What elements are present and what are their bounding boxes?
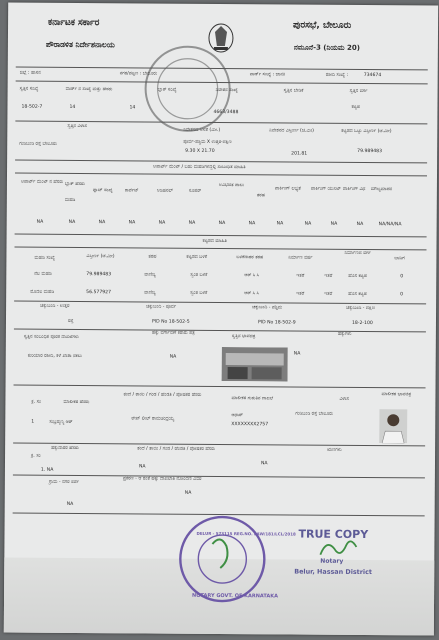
built-area-label: ಕಟ್ಟಡದ ಒಟ್ಟು ವಿಸ್ತೀರ್ಣ (ಚ.ಮೀ) — [341, 128, 392, 135]
prop-id-value: 18-502-7 — [21, 104, 43, 110]
directorate-title: ಪೌರಾಡಳಿತ ನಿರ್ದೇಶನಾಲಯ — [45, 39, 115, 50]
apt-header-12: ಪಾರ್ಕಿಂಗ್ ವಿಧ — [342, 186, 366, 193]
rh-relative-header: ತಂದೆ / ತಾಯಿ / ಗಂಡ / ಹೆಂಡತಿ / ಪೋಷಕರ ಹೆಸರು — [137, 446, 216, 452]
address-value: ಗುಡಿಬಂಡಿ ರಸ್ತೆ ಬೇಲೂರು — [19, 141, 57, 147]
bld-r1-c9: 0 — [400, 274, 404, 280]
boundary-east-value: PID No 18-502-5 — [151, 319, 190, 325]
notary-seal-ring: NOTARY GOVT. OF KARNATAKA — [192, 592, 279, 600]
bld-r1-c1: ನೆಲ ಮಹಡಿ — [34, 271, 52, 277]
bld-r1-c8: ಹೊಸ ಕಟ್ಟಡ — [348, 273, 367, 280]
owner-id-value: XXXXXXXX2757 — [231, 422, 269, 428]
bld-r1-c7: ಇತರೆ — [324, 273, 333, 279]
boundary-west-value: PID No 18-502-9 — [257, 320, 296, 326]
apt-header-2: ಬ್ಲಾಕ್ ಹೆಸರು — [64, 181, 85, 188]
bld-r2-c8: ಹೊಸ ಕಟ್ಟಡ — [348, 291, 367, 298]
bld-header-floor: ಮಹಡಿ ಸಂಖ್ಯೆ — [34, 255, 55, 261]
block-value: 14 — [129, 105, 136, 111]
ward-label: ವಾರ್ಡ್ ಸಂಖ್ಯೆ : ಜಾನಕಿ — [249, 72, 286, 78]
boundary-south-value: 18-2-100 — [351, 320, 373, 327]
bld-r1-c6: ಇತರೆ — [296, 273, 305, 279]
apt-header-8: ಅವಿಭಜಿತ ಪಾಲು — [218, 182, 245, 189]
apt-val-7: NA — [218, 220, 226, 227]
notary-seal-center: DELUR - 573115 REG.NO. LAW/181/LCL/2018 — [196, 530, 296, 537]
apt-val-2: NA — [68, 219, 76, 225]
apt-header-11: ಪಾರ್ಕಿಂಗ್ ಯುನಿಟ್ — [310, 186, 341, 192]
apt-val-11: NA — [330, 221, 338, 227]
municipality-title: ಪುರಸಭೆ, ಬೇಲೂರು — [293, 20, 352, 31]
apt-header-6: ಅಡಿಷನಲ್ — [156, 188, 173, 194]
docs-label: ಸ್ವತ್ತಿನ ಸಂಬಂಧಿತ ಪೂರಕ ದಾಖಲೆಗಳು — [23, 334, 79, 341]
apt-val-6: NA — [188, 220, 196, 226]
boundary-south-label: ಚಕ್ಕುಬಂದಿ - ದಕ್ಷಿಣ — [346, 305, 375, 312]
apt-header-1: ಅಪಾರ್ಟ್ ಮೆಂಟ್ ನ ಹೆಸರು — [20, 179, 64, 185]
apt-val-1: NA — [36, 219, 44, 225]
bld-r2-c6: ಇತರೆ — [296, 291, 305, 297]
registration-value: NA — [184, 490, 192, 496]
owner-name: ಸುಬ್ರಹ್ಮಣ್ಯ ಆರ್ — [49, 419, 73, 425]
boundary-north-label: ಚಕ್ಕುಬಂದಿ - ಉತ್ತರ — [40, 303, 70, 309]
site-area-value: 201.81 — [291, 151, 308, 157]
document-page — [4, 3, 438, 636]
rh-serial-header: ಕ್ರ. ಸಂ — [31, 453, 41, 459]
apt-val-13: NA/NA/NA — [378, 222, 402, 228]
apt-val-12: NA — [356, 221, 364, 227]
property-photo — [222, 347, 288, 381]
bld-r2-c3: ವಾಣಿಜ್ಯ — [144, 290, 156, 296]
notary-seal-icon — [172, 514, 273, 605]
bld-header-usage: ಕಟ್ಟಡದ ಬಳಕೆ — [186, 254, 208, 260]
deed-value: NA — [169, 354, 177, 360]
owner-serial-header: ಕ್ರ. ಸಂ — [31, 399, 42, 405]
rh-name-header: ಹಕ್ಕುದಾರರ ಹೆಸರು — [51, 445, 79, 452]
survey-label: ಗ್ರಾಮ - ನಗರ ಸರ್ವೆ — [48, 479, 80, 486]
address-label: ಸ್ವತ್ತಿನ ವಿಳಾಸ — [67, 123, 87, 130]
bld-r2-c7: ಇತರೆ — [324, 291, 333, 297]
bld-header-rent: ಬಾಡಿಗೆ — [394, 256, 405, 262]
apt-val-8: NA — [248, 221, 256, 227]
bld-r1-c2: 79.989483 — [86, 272, 112, 278]
true-copy-stamp: TRUE COPY — [298, 527, 369, 542]
bld-header-class: ನಿರ್ಮಾಣದ ವರ್ಗ — [344, 250, 371, 257]
built-area-value: 79.989483 — [357, 148, 383, 155]
bld-r2-c2: 56.577927 — [86, 290, 112, 296]
rh-name: NA — [138, 464, 146, 470]
site-area-label: ನಿವೇಶನದ ವಿಸ್ತೀರ್ಣ (ಚ.ಮೀ) — [269, 128, 314, 134]
prop-id-header: ಸ್ವತ್ತಿನ ಸಂಖ್ಯೆ — [19, 86, 39, 92]
deed-label: ಹಕ್ಕು ವರ್ಗಾವಣೆ ಕರಾರು ಪತ್ರ — [151, 330, 195, 336]
site-dims-value: 9.30 X 21.70 — [185, 148, 215, 154]
photo-label: ಸ್ವತ್ತಿನ ಭಾವಚಿತ್ರ — [231, 334, 256, 340]
demand-header: ಸ್ವತ್ತಿನ ಬೇಡಿಕೆ — [283, 88, 304, 94]
app-no-label: ರಶೀದಿ ಸಂಖ್ಯೆ : — [325, 72, 349, 78]
site-dims-label: ನಿವೇಶನದ ಅಳತೆ (ಮೀ.) — [183, 127, 221, 133]
bld-r2-c5: ಆರ್ ಸಿ ಸಿ — [244, 291, 259, 297]
town-label: ನಗರ/ಪಟ್ಟಣ : ಬೇಲೂರು — [119, 71, 158, 77]
boundary-east-label: ಚಕ್ಕುಬಂದಿ - ಪೂರ್ವ — [146, 304, 177, 310]
apt-header-7: ಸೂಪರ್ — [188, 188, 202, 194]
notary-signature-icon — [318, 537, 358, 559]
owner-relative: ಲೇಟ್ ಲೀಲ್ ರಾಮಚಂದ್ರಯ್ಯ — [131, 416, 175, 422]
plot-header: ನಿವೇಶನ ಸಂಖ್ಯೆ — [215, 87, 238, 94]
bld-header-area: ವಿಸ್ತೀರ್ಣ (ಚ.ಮೀ) — [86, 254, 115, 260]
apt-header-5: ಕಾರ್ಪೆಟ್ — [124, 188, 139, 194]
rh-liabilities-header: ಋಣಗಳು — [327, 447, 342, 453]
owner-relative-header: ತಂದೆ / ತಾಯಿ / ಗಂಡ / ಹೆಂಡತಿ / ಪೋಷಕರ ಹೆಸರು — [123, 392, 202, 398]
category-value: ಕಟ್ಟಡ — [351, 104, 360, 110]
apt-val-10: NA — [304, 221, 312, 227]
district-label: ಜಿಲ್ಲೆ : ಹಾಸನ — [19, 70, 41, 76]
bld-r2-c4: ಸ್ವಂತ ಬಳಕೆ — [190, 290, 208, 296]
owner-address-header: ವಿಳಾಸ — [339, 396, 349, 402]
rights-label: ಹಕ್ಕುಗಳು — [337, 331, 352, 337]
bld-r2-c1: ಮೊದಲ ಮಹಡಿ — [30, 289, 55, 295]
apt-val-9: NA — [276, 221, 284, 227]
rh-serial: 1. NA — [40, 467, 54, 473]
apt-header-9: ತರಹ — [256, 193, 265, 199]
boundary-north-value: ರಸ್ತೆ — [67, 318, 74, 324]
bld-r1-c4: ಸ್ವಂತ ಬಳಕೆ — [190, 272, 208, 278]
owner-photo — [379, 409, 407, 443]
owner-serial: 1 — [31, 419, 35, 425]
building-section-title: ಕಟ್ಟಡದ ಮಾಹಿತಿ — [202, 238, 227, 245]
apt-val-5: NA — [158, 220, 166, 226]
ward-value: 14 — [69, 104, 76, 110]
bld-r1-c3: ವಾಣಿಜ್ಯ — [144, 272, 156, 278]
owner-name-header: ಮಾಲೀಕರ ಹೆಸರು — [63, 399, 90, 406]
apt-header-3: ಮಹಡಿ — [64, 197, 76, 203]
registration-label: ಪ್ರಕರಣ - ಆ ರಂತೆ ಹಕ್ಕು ದಾಖಲಾತಿ ನೋಂದಣಿ ವಿವರ — [122, 476, 202, 482]
block-header: ಬ್ಲಾಕ್ ಸಂಖ್ಯೆ — [157, 87, 177, 93]
app-no-value: 734674 — [363, 72, 382, 79]
bld-header-year: ನಿರ್ಮಾಣ ವರ್ಷ — [288, 255, 313, 261]
site-dims-text: ಪೂರ್ವ-ಪಶ್ಚಿಮ X ಉತ್ತರ-ದಕ್ಷಿಣ — [183, 139, 232, 146]
owner-photo-header: ಮಾಲೀಕರ ಭಾವಚಿತ್ರ — [381, 392, 412, 398]
apartment-section-title: ಅಪಾರ್ಟ್ ಮೆಂಟ್ / ಬಹು ಮಹಡಿಗಳಿದ್ದಲ್ಲಿ ಸಂಬಂಧಿತ ಮಾಹಿತಿ — [153, 164, 246, 171]
apt-header-10: ಪಾರ್ಕಿಂಗ್ ಲಭ್ಯತೆ — [274, 186, 301, 192]
apt-val-3: NA — [98, 220, 106, 226]
bld-header-type: ತರಹ — [148, 254, 157, 260]
notary-place: Belur, Hassan District — [294, 567, 372, 577]
ward-header: ವಾರ್ಡ್ ನ ಸಂಖ್ಯೆ ಮತ್ತು ಹೆಸರು — [65, 86, 113, 93]
bld-r1-c5: ಆರ್ ಸಿ ಸಿ — [244, 273, 260, 279]
rh-liabilities: NA — [260, 461, 268, 467]
bld-r2-c9: 0 — [400, 292, 404, 298]
form-title: ನಮೂನೆ-3 (ನಿಯಮ 20) — [293, 43, 360, 52]
boundary-west-label: ಚಕ್ಕುಬಂದಿ - ಪಶ್ಚಿಮ — [252, 305, 283, 311]
owner-address: ಗುಡಿಬಂಡಿ ರಸ್ತೆ ಬೇಲೂರು — [295, 411, 334, 417]
apt-val-4: NA — [128, 220, 136, 226]
gov-title: ಕರ್ನಾಟಕ ಸರ್ಕಾರ — [48, 17, 100, 29]
owner-id-header: ಮಾಲೀಕರ ಗುರುತಿನ ದಾಖಲೆ — [231, 396, 274, 402]
category-header: ಸ್ವತ್ತಿನ ವರ್ಗ — [349, 88, 368, 95]
owner-id-type: ಆಧಾರ್ — [231, 413, 243, 419]
survey-value: NA — [66, 501, 74, 507]
apt-header-13: ಮೌಲ್ಯಮಾಪನ — [370, 187, 393, 193]
docs-value: ಕುರಿಯಾರ ರಶೀದಿ, ಕಳೆ ಖಾತಾ ನಕಲು — [27, 353, 83, 360]
bld-header-user: ಬಳಕೆದಾರರ ತರಹ — [236, 255, 264, 261]
apt-header-4: ಫ್ಲಾಟ್ ಸಂಖ್ಯೆ — [92, 188, 113, 194]
notary-name: Notary — [320, 557, 344, 565]
rights-value: NA — [293, 351, 301, 357]
plot-value: 4663/3488 — [213, 109, 239, 116]
